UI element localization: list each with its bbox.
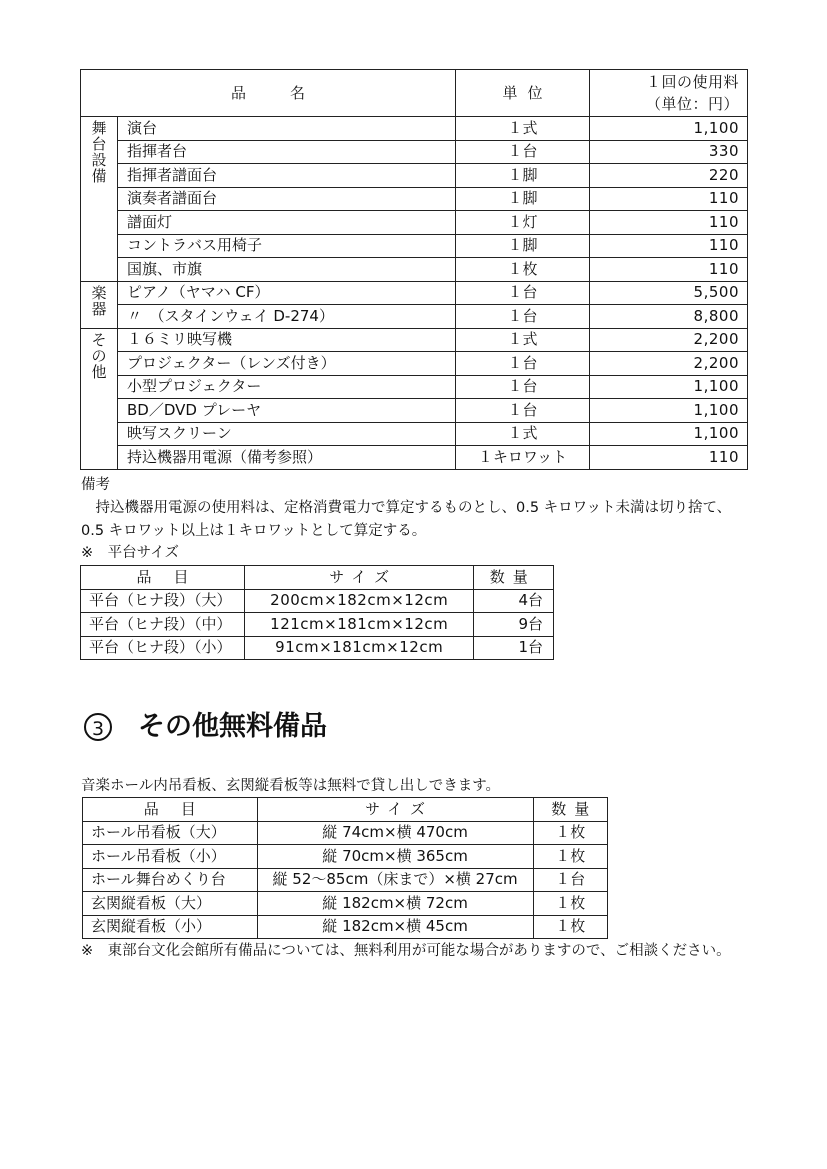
item-name: 映写スクリーン: [118, 422, 456, 446]
table-row: [81, 258, 748, 282]
free-item-name: ホール吊看板（大）: [83, 821, 258, 845]
table-row: [81, 328, 748, 352]
category-label: [81, 281, 118, 328]
item-price: 110: [590, 258, 748, 282]
free-item-name: ホール吊看板（小）: [83, 845, 258, 869]
fee-table-body: [81, 70, 748, 470]
platform-size: 200cm×182cm×12cm: [244, 589, 473, 613]
free-header-size: サイズ: [257, 798, 533, 822]
item-name: コントラバス用椅子: [118, 234, 456, 258]
item-unit: １台: [456, 281, 590, 305]
platform-table-body: [81, 566, 554, 660]
footer-note: ※ 東部台文化会館所有備品については、無料利用が可能な場合がありますので、ご相談ください。: [81, 943, 731, 959]
item-name: 指揮者台: [118, 140, 456, 164]
header-item-name: 品名: [81, 70, 456, 117]
table-row: [83, 845, 608, 869]
platform-name: 平台（ヒナ段）（中）: [81, 613, 245, 637]
remarks-line-1: 持込機器用電源の使用料は、定格消費電力で算定するものとし、0.5 キロワット未満は切り捨て、: [81, 500, 732, 516]
item-name: BD／DVD プレーヤ: [118, 399, 456, 423]
table-row: [83, 915, 608, 939]
free-table-body: [83, 798, 608, 939]
free-header-qty: 数量: [533, 798, 607, 822]
category-label: [81, 328, 118, 469]
platform-header-qty: 数量: [474, 566, 554, 590]
free-header-row: [83, 798, 608, 822]
platform-size: 91cm×181cm×12cm: [244, 636, 473, 660]
category-char: そ: [91, 330, 107, 349]
section-title: その他無料備品: [138, 711, 327, 742]
category-char: 設: [91, 151, 107, 169]
free-item-qty: １枚: [533, 821, 607, 845]
platform-size-table: [80, 565, 554, 660]
remarks-title: 備考: [81, 477, 110, 493]
platform-header-size: サイズ: [244, 566, 473, 590]
free-item-size: 縦 70cm×横 365cm: [257, 845, 533, 869]
free-item-size: 縦 74cm×横 470cm: [257, 821, 533, 845]
item-unit: １キロワット: [456, 446, 590, 470]
item-price: 5,500: [590, 281, 748, 305]
table-row: [81, 234, 748, 258]
table-row: [81, 281, 748, 305]
table-row: [81, 352, 748, 376]
category-char: 備: [91, 167, 107, 185]
item-price: 8,800: [590, 305, 748, 329]
item-name: 指揮者譜面台: [118, 164, 456, 188]
item-unit: １脚: [456, 234, 590, 258]
category-char: 他: [91, 362, 107, 381]
item-unit: １台: [456, 352, 590, 376]
item-price: 1,100: [590, 399, 748, 423]
free-item-name: 玄関縦看板（小）: [83, 915, 258, 939]
free-header-name: 品目: [83, 798, 258, 822]
platform-name: 平台（ヒナ段）（小）: [81, 636, 245, 660]
item-name: ピアノ（ヤマハ CF）: [118, 281, 456, 305]
free-equipment-table: [82, 797, 608, 939]
item-name: プロジェクター（レンズ付き）: [118, 352, 456, 376]
table-row: [83, 821, 608, 845]
platform-name: 平台（ヒナ段）（大）: [81, 589, 245, 613]
header-price-line2: （単位：円）: [645, 95, 739, 113]
item-unit: １枚: [456, 258, 590, 282]
free-item-qty: １枚: [533, 845, 607, 869]
item-name: 国旗、市旗: [118, 258, 456, 282]
header-unit: 単位: [456, 70, 590, 117]
platform-header-name: 品目: [81, 566, 245, 590]
platform-header-row: [81, 566, 554, 590]
remarks-line-2: 0.5 キロワット以上は１キロワットとして算定する。: [81, 523, 427, 539]
free-item-name: 玄関縦看板（大）: [83, 892, 258, 916]
table-row: [83, 868, 608, 892]
item-price: 110: [590, 446, 748, 470]
free-item-size: 縦 182cm×横 72cm: [257, 892, 533, 916]
platform-qty: 4台: [474, 589, 554, 613]
item-unit: １脚: [456, 187, 590, 211]
table-row: [83, 892, 608, 916]
header-price: [590, 70, 748, 117]
item-unit: １式: [456, 422, 590, 446]
item-unit: １台: [456, 305, 590, 329]
table-row: [81, 613, 554, 637]
free-item-qty: １枚: [533, 915, 607, 939]
table-row: [81, 636, 554, 660]
platform-qty: 1台: [474, 636, 554, 660]
item-name: 持込機器用電源（備考参照）: [118, 446, 456, 470]
platform-size-note: ※ 平台サイズ: [81, 545, 179, 561]
category-char: の: [91, 346, 107, 365]
table-row: [81, 164, 748, 188]
item-price: 220: [590, 164, 748, 188]
category-char: 台: [91, 135, 107, 153]
item-unit: １台: [456, 140, 590, 164]
item-unit: １式: [456, 328, 590, 352]
item-name: 演台: [118, 117, 456, 141]
table-row: [81, 187, 748, 211]
free-item-qty: １枚: [533, 892, 607, 916]
category-label: [81, 117, 118, 282]
equipment-fee-table: [80, 69, 748, 470]
item-name: １６ミリ映写機: [118, 328, 456, 352]
header-price-line1: １回の使用料: [645, 73, 739, 91]
section-3-heading: [84, 712, 327, 741]
free-item-size: 縦 182cm×横 45cm: [257, 915, 533, 939]
category-char: 器: [91, 299, 107, 318]
table-row: [81, 305, 748, 329]
category-char: 楽: [91, 283, 107, 302]
item-unit: １台: [456, 375, 590, 399]
table-row: [81, 422, 748, 446]
item-price: 1,100: [590, 375, 748, 399]
table-row: [81, 446, 748, 470]
fee-table-header-row: [81, 70, 748, 117]
section-number-badge: 3: [84, 713, 112, 741]
section-3-intro: 音楽ホール内吊看板、玄関縦看板等は無料で貸し出しできます。: [81, 778, 501, 794]
item-price: 2,200: [590, 352, 748, 376]
platform-qty: 9台: [474, 613, 554, 637]
table-row: [81, 117, 748, 141]
free-item-size: 縦 52～85cm（床まで）×横 27cm: [257, 868, 533, 892]
item-unit: １脚: [456, 164, 590, 188]
free-item-qty: １台: [533, 868, 607, 892]
table-row: [81, 140, 748, 164]
item-price: 110: [590, 187, 748, 211]
item-name: 小型プロジェクター: [118, 375, 456, 399]
platform-size: 121cm×181cm×12cm: [244, 613, 473, 637]
item-price: 1,100: [590, 117, 748, 141]
item-unit: １台: [456, 399, 590, 423]
category-char: 舞: [91, 119, 107, 137]
free-item-name: ホール舞台めくり台: [83, 868, 258, 892]
item-unit: １灯: [456, 211, 590, 235]
table-row: [81, 211, 748, 235]
item-price: 110: [590, 234, 748, 258]
item-price: 110: [590, 211, 748, 235]
item-price: 2,200: [590, 328, 748, 352]
item-price: 330: [590, 140, 748, 164]
item-name: 〃 （スタインウェイ D-274）: [118, 305, 456, 329]
item-price: 1,100: [590, 422, 748, 446]
item-unit: １式: [456, 117, 590, 141]
table-row: [81, 375, 748, 399]
item-name: 譜面灯: [118, 211, 456, 235]
item-name: 演奏者譜面台: [118, 187, 456, 211]
table-row: [81, 399, 748, 423]
table-row: [81, 589, 554, 613]
